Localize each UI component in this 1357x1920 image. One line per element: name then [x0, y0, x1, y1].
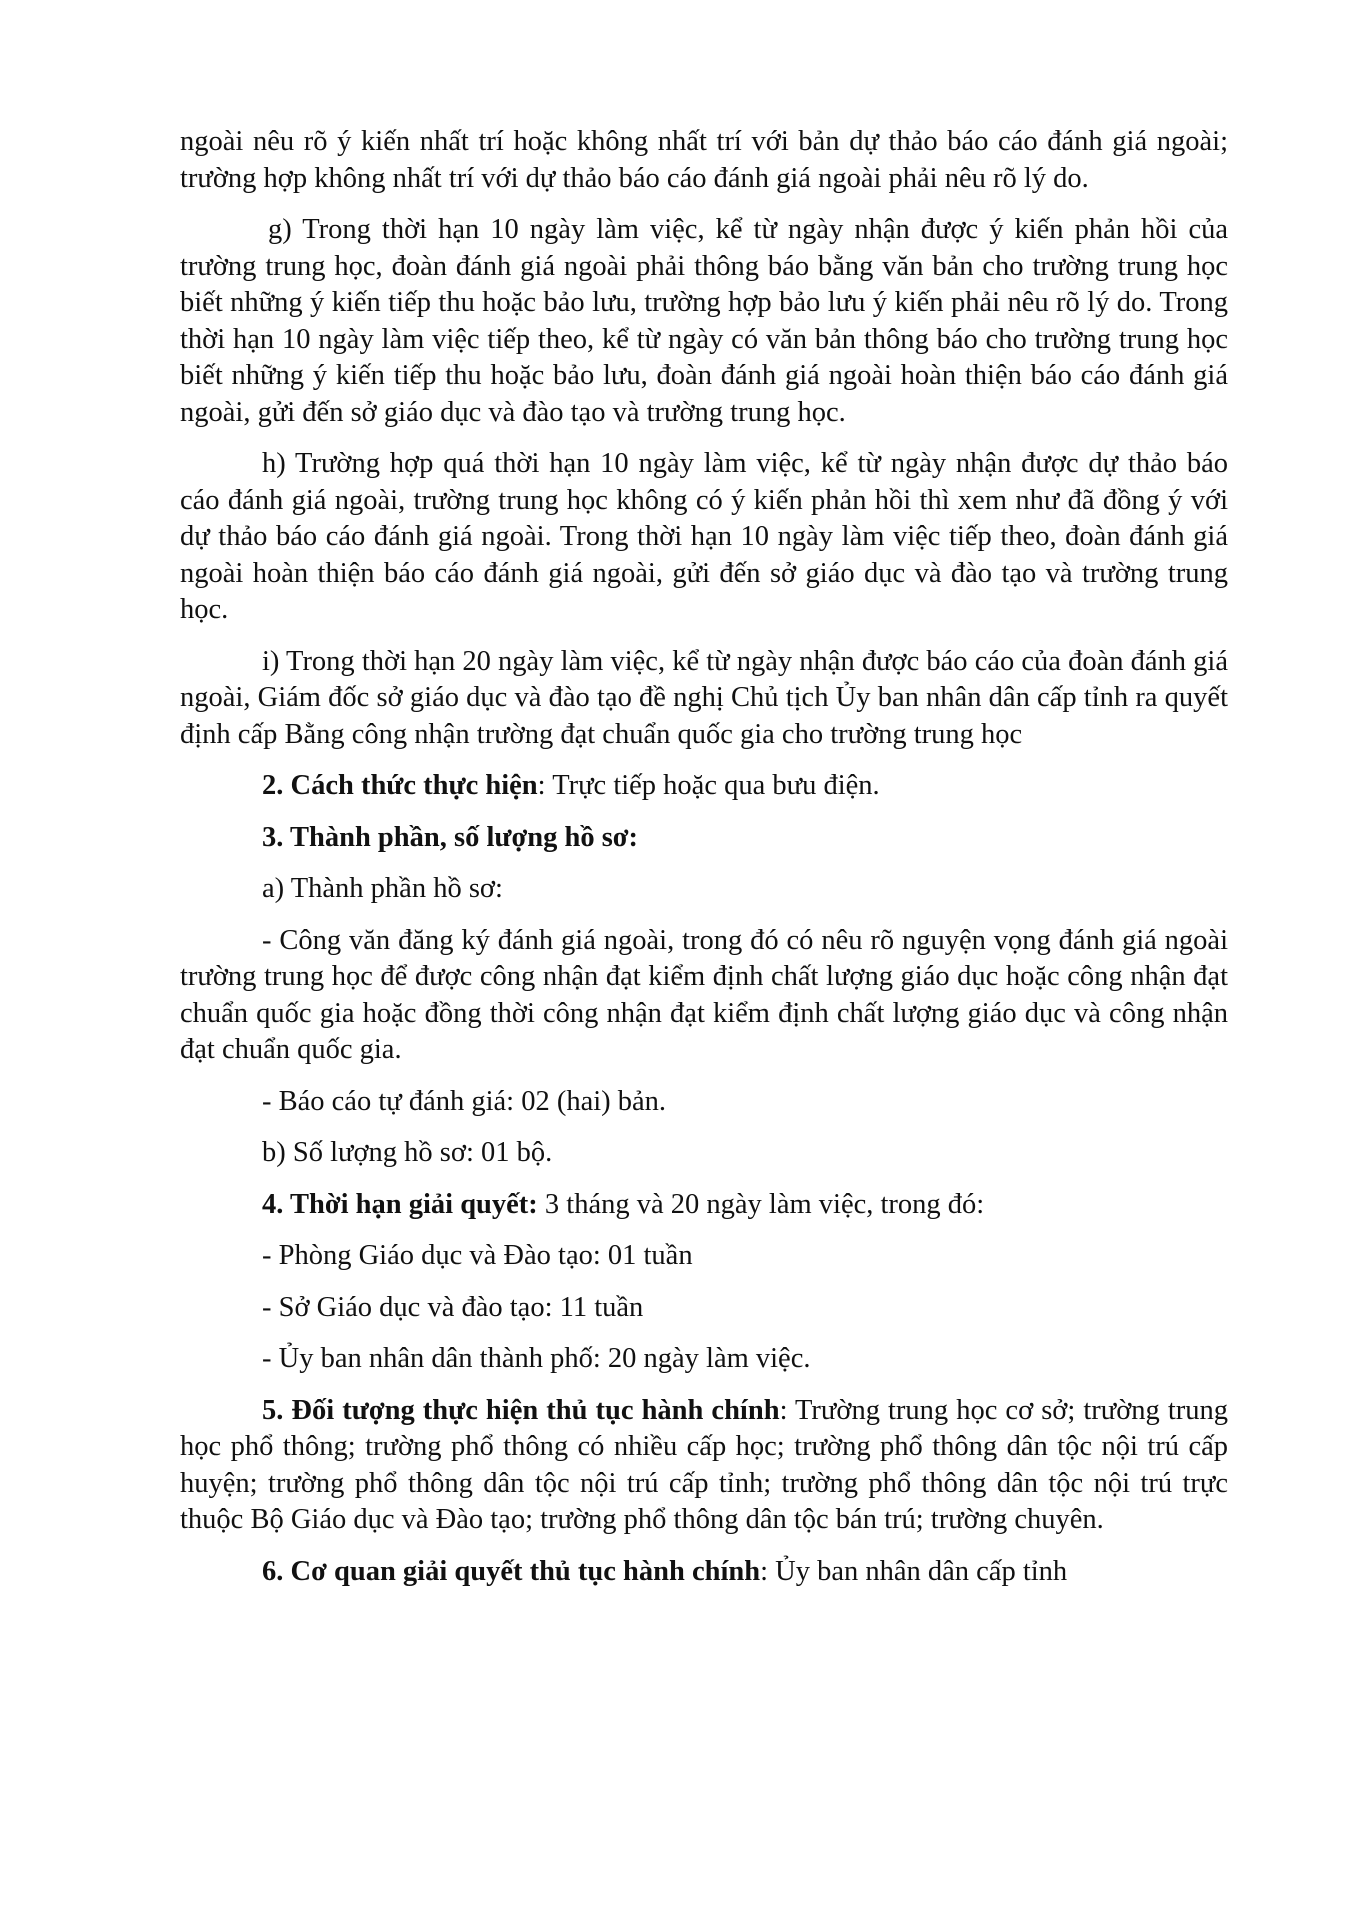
section-5-title: 5. Đối tượng thực hiện thủ tục hành chính	[262, 1394, 780, 1426]
section-2	[180, 768, 1228, 805]
section-5-text: : Trường trung học cơ sở; trường trung học phổ thông; trường phổ thông có nhiều cấp học; trường phổ thông dân tộc nội trú cấp huyện; trường phổ thông dân tộc nội trú cấp tỉnh; trường phổ thông dân tộc nội trú trực thuộc Bộ Giáo dục và Đào tạo; trường phổ thông dân tộc bán trú; trường chuyên.	[180, 1394, 1228, 1535]
section-3-a-item-1: - Công văn đăng ký đánh giá ngoài, trong đó có nêu rõ nguyện vọng đánh giá ngoài trường trung học để được công nhận đạt kiểm định chất lượng giáo dục hoặc công nhận đạt chuẩn quốc gia hoặc đồng thời công nhận đạt kiểm định chất lượng giáo dục và công nhận đạt chuẩn quốc gia.	[180, 924, 1228, 1065]
section-6	[180, 1554, 1228, 1591]
document-page	[180, 124, 1228, 1605]
section-2-title: 2. Cách thức thực hiện	[262, 770, 538, 801]
paragraph-h: h) Trường hợp quá thời hạn 10 ngày làm việc, kể từ ngày nhận được dự thảo báo cáo đánh giá ngoài, trường trung học không có ý kiến phản hồi thì xem như đã đồng ý với dự thảo báo cáo đánh giá ngoài. Trong thời hạn 10 ngày làm việc tiếp theo, đoàn đánh giá ngoài hoàn thiện báo cáo đánh giá ngoài, gửi đến sở giáo dục và đào tạo và trường trung học.	[180, 448, 1228, 625]
section-6-text: : Ủy ban nhân dân cấp tỉnh	[760, 1555, 1068, 1587]
section-3-b: b) Số lượng hồ sơ: 01 bộ.	[262, 1137, 553, 1168]
paragraph-g: g) Trong thời hạn 10 ngày làm việc, kể từ ngày nhận được ý kiến phản hồi của trường trung học, đoàn đánh giá ngoài phải thông báo bằng văn bản cho trường trung học biết những ý kiến tiếp thu hoặc bảo lưu, trường hợp bảo lưu ý kiến phải nêu rõ lý do. Trong thời hạn 10 ngày làm việc tiếp theo, kể từ ngày có văn bản thông báo cho trường trung học biết những ý kiến tiếp thu hoặc bảo lưu, đoàn đánh giá ngoài hoàn thiện báo cáo đánh giá ngoài, gửi đến sở giáo dục và đào tạo và trường trung học.	[180, 214, 1228, 428]
section-4	[180, 1187, 1228, 1224]
section-3-a-item-2: - Báo cáo tự đánh giá: 02 (hai) bản.	[262, 1085, 667, 1117]
section-5	[180, 1393, 1228, 1539]
section-6-title: 6. Cơ quan giải quyết thủ tục hành chính	[262, 1555, 761, 1587]
section-4-item-1: - Phòng Giáo dục và Đào tạo: 01 tuần	[262, 1240, 693, 1271]
section-3-a: a) Thành phần hồ sơ:	[262, 873, 503, 904]
section-4-item-2: - Sở Giáo dục và đào tạo: 11 tuần	[262, 1291, 644, 1323]
paragraph-continuation: ngoài nêu rõ ý kiến nhất trí hoặc không nhất trí với bản dự thảo báo cáo đánh giá ngoài; trường hợp không nhất trí với dự thảo báo cáo đánh giá ngoài phải nêu rõ lý do.	[180, 126, 1228, 194]
section-3-heading: 3. Thành phần, số lượng hồ sơ:	[262, 821, 639, 853]
section-4-title: 4. Thời hạn giải quyết:	[262, 1188, 538, 1220]
section-4-item-3: - Ủy ban nhân dân thành phố: 20 ngày làm việc.	[262, 1343, 811, 1374]
section-2-text: : Trực tiếp hoặc qua bưu điện.	[537, 770, 880, 801]
section-4-text: 3 tháng và 20 ngày làm việc, trong đó:	[537, 1188, 985, 1220]
paragraph-i: i) Trong thời hạn 20 ngày làm việc, kể từ ngày nhận được báo cáo của đoàn đánh giá ngoài, Giám đốc sở giáo dục và đào tạo đề nghị Chủ tịch Ủy ban nhân dân cấp tỉnh ra quyết định cấp Bằng công nhận trường đạt chuẩn quốc gia cho trường trung học	[180, 645, 1228, 750]
section-3-title	[180, 820, 1228, 857]
